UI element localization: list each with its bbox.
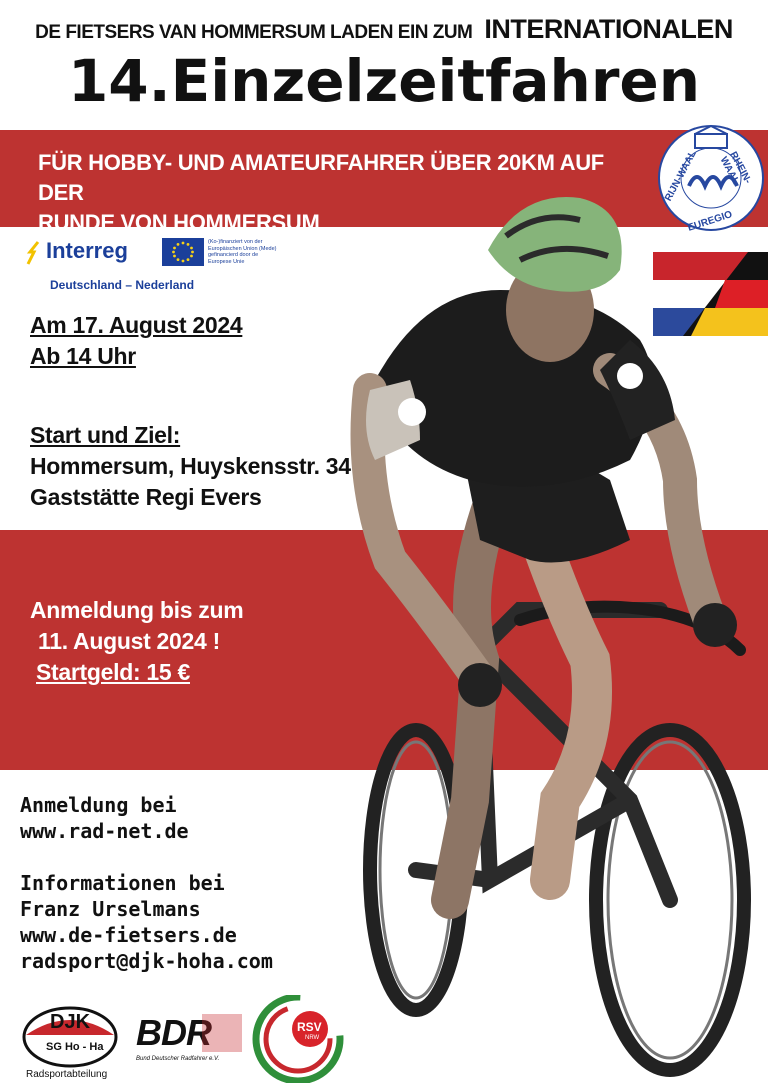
interreg-region: Deutschland – Nederland xyxy=(50,278,195,292)
eu-stars-icon xyxy=(162,238,204,266)
euregio-left-text: RIJN-WAAL xyxy=(663,148,699,204)
event-time: Ab 14 Uhr xyxy=(30,343,136,369)
header-intro xyxy=(0,14,768,45)
cyclist-illustration xyxy=(330,180,768,1087)
registration-deadline-line-2: 11. August 2024 ! xyxy=(38,628,220,654)
contact-website[interactable]: www.de-fietsers.de xyxy=(20,923,237,947)
rsv-name: RSV xyxy=(297,1020,322,1034)
header-highlight: INTERNATIONALEN xyxy=(484,14,733,44)
start-finish-label: Start und Ziel: xyxy=(30,422,181,448)
registration-deadline-line-1: Anmeldung bis zum xyxy=(30,597,244,623)
rsv-logo xyxy=(252,995,344,1083)
rsv-sub: NRW xyxy=(305,1035,320,1041)
cyclist-icon xyxy=(330,180,768,1087)
bdr-logo xyxy=(136,1012,246,1072)
djk-logo xyxy=(20,1005,120,1083)
contact-info xyxy=(20,792,360,974)
djk-caption: Radsportabteilung xyxy=(26,1069,108,1080)
registration-url[interactable]: www.rad-net.de xyxy=(20,819,189,843)
bdr-red-accent xyxy=(202,1014,242,1052)
banner-line-1: FÜR HOBBY- UND AMATEURFAHRER ÜBER 20KM AUF DER xyxy=(38,150,604,205)
djk-name: DJK xyxy=(50,1011,91,1033)
page-title: 14.Einzelzeitfahren xyxy=(67,47,701,115)
bdr-caption: Bund Deutscher Radfahrer e.V. xyxy=(136,1056,220,1062)
djk-sub: SG Ho - Ha xyxy=(46,1041,104,1053)
rsv-swoosh-icon xyxy=(252,995,344,1083)
euregio-top-text: RHEIN-WAAL xyxy=(717,150,754,187)
event-info xyxy=(30,310,360,513)
contact-person: Franz Urselmans xyxy=(20,897,201,921)
event-date: Am 17. August 2024 xyxy=(30,312,243,338)
bdr-name: BDR xyxy=(136,1012,211,1053)
euregio-bottom-text: EUREGIO xyxy=(686,209,734,234)
spark-icon xyxy=(24,240,42,266)
entry-fee: Startgeld: 15 € xyxy=(36,659,190,685)
info-label: Informationen bei xyxy=(20,871,225,895)
contact-email[interactable]: radsport@djk-hoha.com xyxy=(20,949,273,973)
registration-label: Anmeldung bei xyxy=(20,793,177,817)
banner-line-2: RUNDE VON HOMMERSUM xyxy=(38,210,320,235)
event-address: Hommersum, Huyskensstr. 34 xyxy=(30,453,351,479)
header-intro-text: DE FIETSERS VAN HOMMERSUM LADEN EIN ZUM xyxy=(35,22,473,43)
eu-funding-note: (Ko-)finanziert von der Europäischen Union (Mede) gefinancierd door de Europese Unie xyxy=(208,239,277,265)
eu-flag xyxy=(162,238,204,266)
event-venue: Gaststätte Regi Evers xyxy=(30,484,262,510)
interreg-logo xyxy=(24,238,284,298)
registration-info xyxy=(30,595,350,688)
interreg-name: Interreg xyxy=(46,238,128,263)
